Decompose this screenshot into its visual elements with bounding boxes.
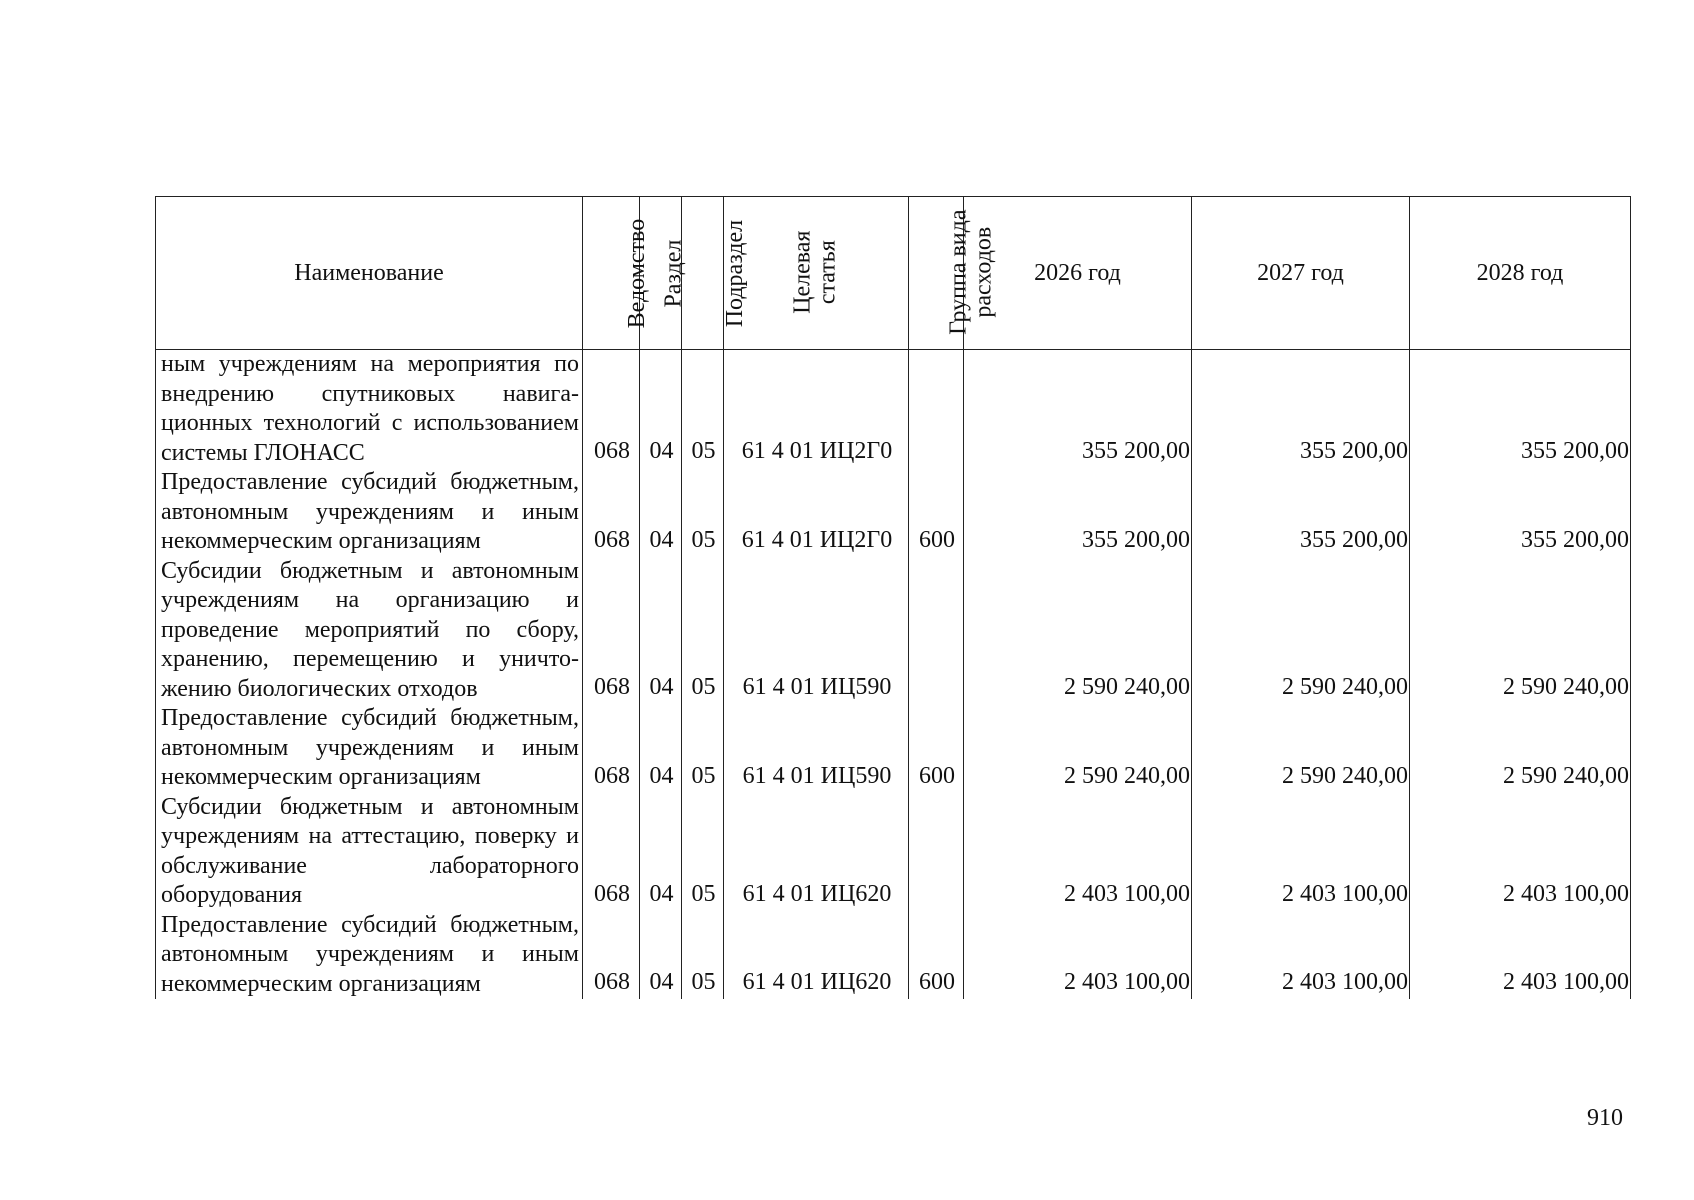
row-section: 04 bbox=[640, 704, 682, 793]
row-subsection: 05 bbox=[682, 350, 724, 469]
table-row bbox=[156, 350, 1631, 469]
row-section: 04 bbox=[640, 911, 682, 1000]
row-2026: 2 590 240,00 bbox=[964, 557, 1192, 705]
header-group bbox=[909, 197, 997, 350]
header-section-label: Раздел bbox=[660, 239, 687, 308]
header-subsection-label: Подраздел bbox=[722, 219, 749, 327]
row-target: 61 4 01 ИЦ2Г0 bbox=[724, 468, 909, 557]
row-2028: 2 590 240,00 bbox=[1410, 704, 1631, 793]
header-dept-label: Ведомство bbox=[624, 218, 651, 328]
row-dept: 068 bbox=[583, 704, 640, 793]
row-section: 04 bbox=[640, 468, 682, 557]
row-group bbox=[909, 793, 964, 911]
row-group: 600 bbox=[909, 911, 964, 1000]
row-dept: 068 bbox=[583, 557, 640, 705]
row-name: Предоставление субсидий бюджетным, автономным учреждениям и иным некоммерческим организациям bbox=[156, 468, 583, 557]
row-dept: 068 bbox=[583, 793, 640, 911]
header-2027: 2027 год bbox=[1192, 197, 1410, 350]
row-group bbox=[909, 557, 964, 705]
row-2028: 2 403 100,00 bbox=[1410, 793, 1631, 911]
row-2027: 2 403 100,00 bbox=[1192, 793, 1410, 911]
row-2026: 355 200,00 bbox=[964, 468, 1192, 557]
row-2027: 2 590 240,00 bbox=[1192, 557, 1410, 705]
row-2027: 355 200,00 bbox=[1192, 468, 1410, 557]
row-group: 600 bbox=[909, 704, 964, 793]
header-dept bbox=[583, 197, 651, 350]
row-name: Предоставление субсидий бюджетным, автономным учреждениям и иным некоммерческим организациям bbox=[156, 911, 583, 1000]
row-subsection: 05 bbox=[682, 704, 724, 793]
row-name: ным учреждениям на мероприятия по внедрению спутниковых навигационных технологий с использованием системы ГЛОНАСС bbox=[156, 350, 583, 469]
header-subsection bbox=[682, 197, 749, 350]
header-target-line2: статья bbox=[814, 240, 841, 305]
row-2028: 2 403 100,00 bbox=[1410, 911, 1631, 1000]
table-row bbox=[156, 704, 1631, 793]
row-2026: 355 200,00 bbox=[964, 350, 1192, 469]
header-target bbox=[724, 197, 909, 350]
page-number: 910 bbox=[1587, 1105, 1623, 1131]
header-group-label bbox=[947, 210, 997, 335]
table-row bbox=[156, 911, 1631, 1000]
budget-table bbox=[155, 196, 1631, 999]
row-subsection: 05 bbox=[682, 911, 724, 1000]
row-subsection: 05 bbox=[682, 793, 724, 911]
row-dept: 068 bbox=[583, 350, 640, 469]
row-2028: 355 200,00 bbox=[1410, 468, 1631, 557]
row-2027: 2 403 100,00 bbox=[1192, 911, 1410, 1000]
row-target: 61 4 01 ИЦ620 bbox=[724, 793, 909, 911]
row-2027: 355 200,00 bbox=[1192, 350, 1410, 469]
row-target: 61 4 01 ИЦ590 bbox=[724, 704, 909, 793]
row-group bbox=[909, 350, 964, 469]
row-section: 04 bbox=[640, 793, 682, 911]
table-header-row bbox=[156, 197, 1631, 350]
header-2028: 2028 год bbox=[1410, 197, 1631, 350]
header-target-line1: Целевая bbox=[789, 230, 816, 315]
row-subsection: 05 bbox=[682, 468, 724, 557]
row-2028: 355 200,00 bbox=[1410, 350, 1631, 469]
row-2026: 2 590 240,00 bbox=[964, 704, 1192, 793]
row-target: 61 4 01 ИЦ620 bbox=[724, 911, 909, 1000]
row-dept: 068 bbox=[583, 911, 640, 1000]
row-dept: 068 bbox=[583, 468, 640, 557]
header-group-line1: Группа вида bbox=[945, 209, 972, 336]
row-group: 600 bbox=[909, 468, 964, 557]
row-2026: 2 403 100,00 bbox=[964, 911, 1192, 1000]
header-name: Наименование bbox=[156, 197, 583, 350]
header-group-line2: расходов bbox=[970, 227, 997, 319]
table-row bbox=[156, 793, 1631, 911]
table-row bbox=[156, 557, 1631, 705]
row-name: Предоставление субсидий бюджетным, автономным учреждениям и иным некоммерческим организациям bbox=[156, 704, 583, 793]
table-row bbox=[156, 468, 1631, 557]
row-section: 04 bbox=[640, 350, 682, 469]
row-2027: 2 590 240,00 bbox=[1192, 704, 1410, 793]
row-name: Субсидии бюджетным и автономным учреждениям на аттестацию, поверку и обслуживание лабораторного оборудования bbox=[156, 793, 583, 911]
row-target: 61 4 01 ИЦ2Г0 bbox=[724, 350, 909, 469]
row-name: Субсидии бюджетным и автономным учреждениям на организацию и проведение мероприятий по сбору, хранению, перемещению и уничтожению биологических отходов bbox=[156, 557, 583, 705]
row-section: 04 bbox=[640, 557, 682, 705]
row-2028: 2 590 240,00 bbox=[1410, 557, 1631, 705]
row-target: 61 4 01 ИЦ590 bbox=[724, 557, 909, 705]
header-2026: 2026 год bbox=[964, 197, 1192, 350]
row-subsection: 05 bbox=[682, 557, 724, 705]
header-target-label bbox=[791, 231, 841, 314]
row-2026: 2 403 100,00 bbox=[964, 793, 1192, 911]
